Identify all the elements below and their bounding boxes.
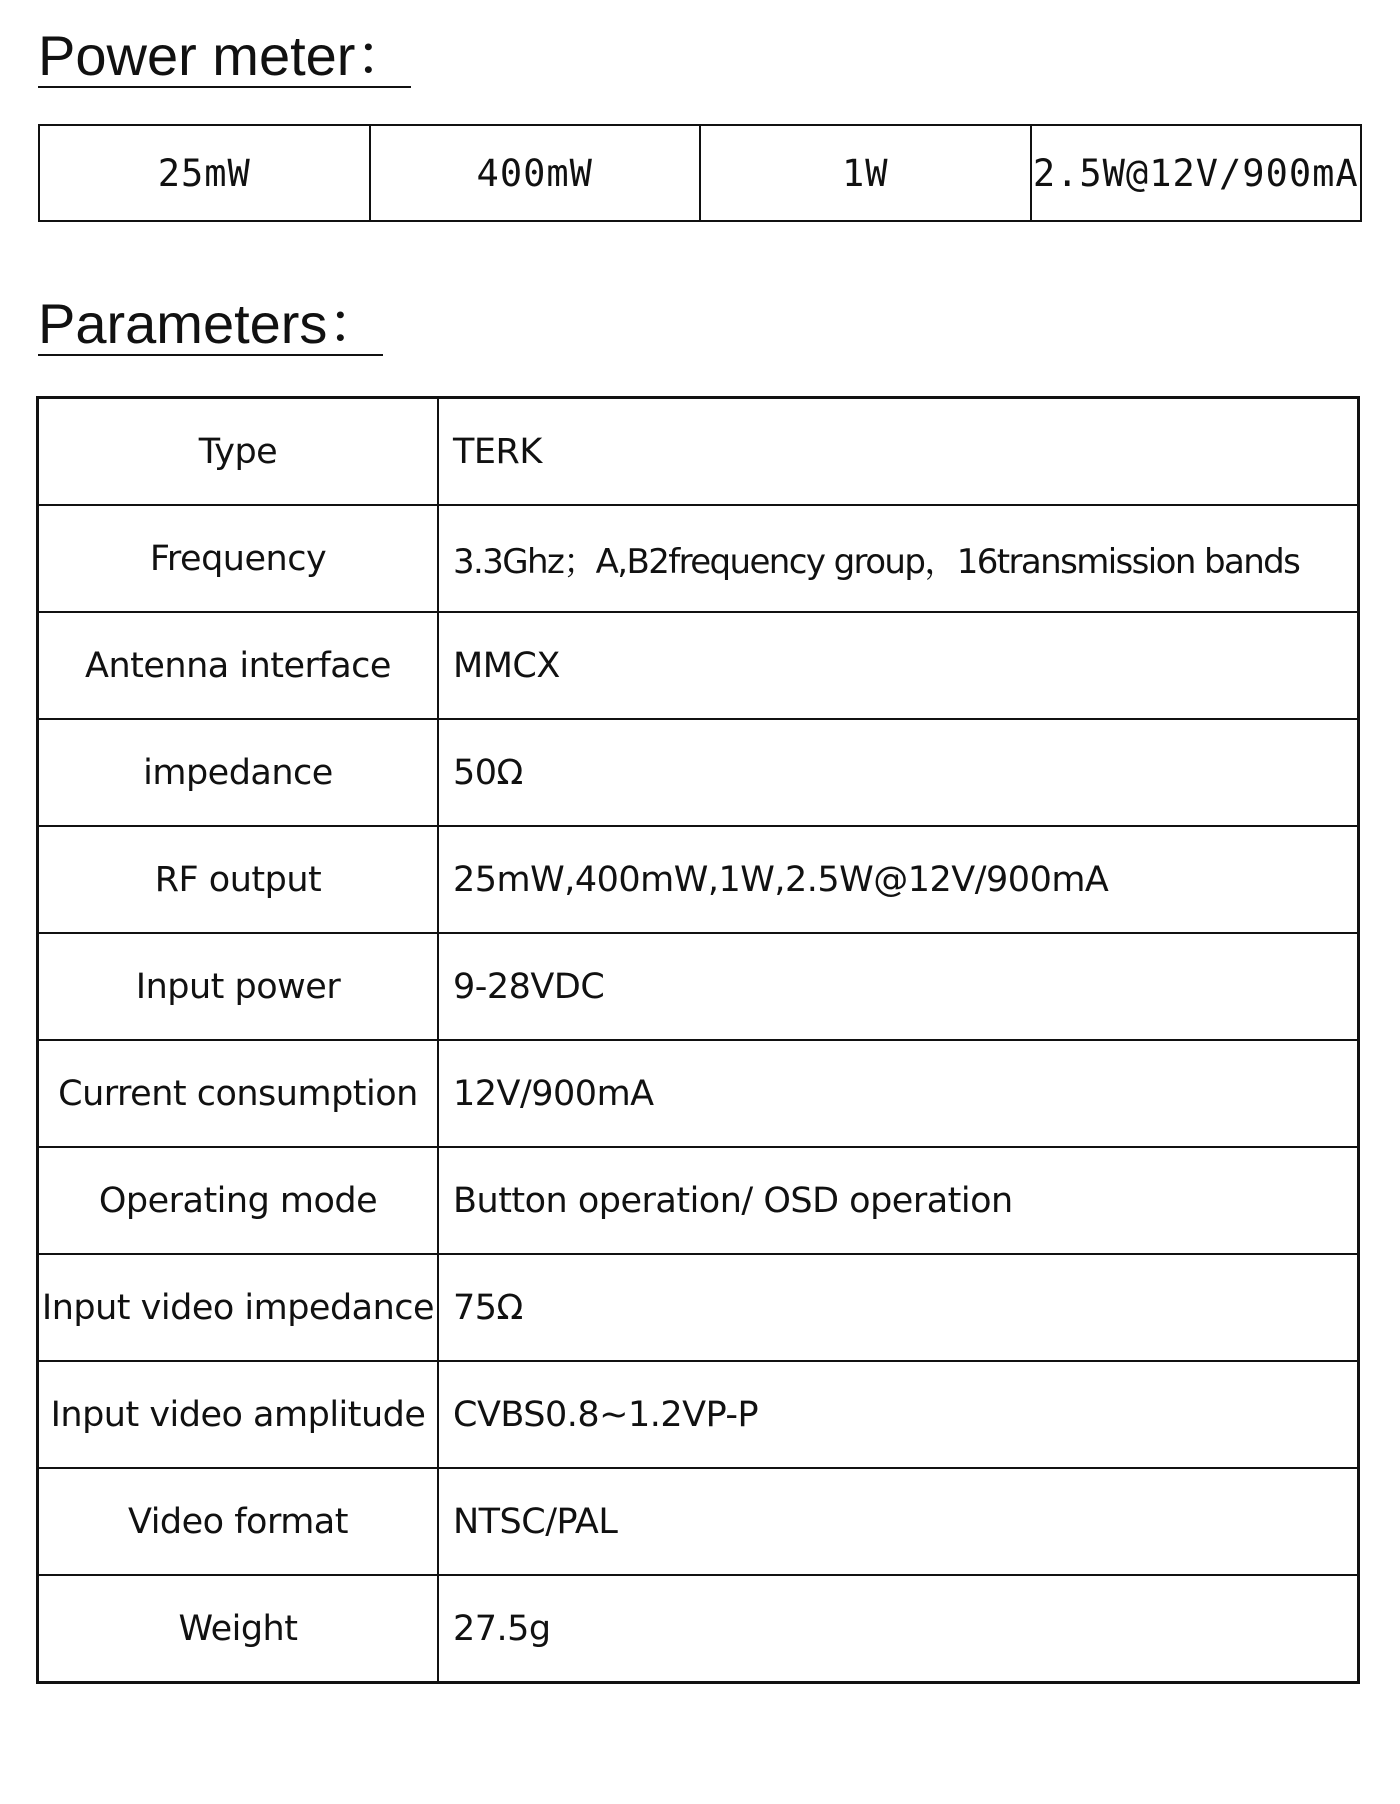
- parameters-table: [36, 396, 1360, 1684]
- table-row: [38, 933, 1359, 1040]
- table-row: [38, 1575, 1359, 1683]
- table-row: [38, 1361, 1359, 1468]
- param-label: RF output: [38, 826, 439, 933]
- table-row: [38, 1147, 1359, 1254]
- table-row: [38, 826, 1359, 933]
- table-row: [38, 398, 1359, 506]
- param-value: 9-28VDC: [438, 933, 1359, 1040]
- param-value: MMCX: [438, 612, 1359, 719]
- param-value: 25mW,400mW,1W,2.5W@12V/900mA: [438, 826, 1359, 933]
- table-row: [38, 1468, 1359, 1575]
- power-meter-row: [39, 125, 1361, 221]
- param-label: Input video amplitude: [38, 1361, 439, 1468]
- param-label: Input power: [38, 933, 439, 1040]
- param-label: Input video impedance: [38, 1254, 439, 1361]
- param-label: Operating mode: [38, 1147, 439, 1254]
- table-row: [38, 612, 1359, 719]
- parameters-title: Parameters：: [38, 292, 384, 355]
- param-label: Video format: [38, 1468, 439, 1575]
- param-value: Button operation/ OSD operation: [438, 1147, 1359, 1254]
- param-value: 50Ω: [438, 719, 1359, 826]
- param-value: 3.3Ghz；A,B2frequency group，16transmission bands: [438, 505, 1359, 612]
- param-label: Frequency: [38, 505, 439, 612]
- table-row: [38, 719, 1359, 826]
- power-level-cell: 1W: [700, 125, 1031, 221]
- param-label: Current consumption: [38, 1040, 439, 1147]
- param-label: Antenna interface: [38, 612, 439, 719]
- table-row: [38, 1040, 1359, 1147]
- param-value: 27.5g: [438, 1575, 1359, 1683]
- table-row: [38, 505, 1359, 612]
- power-level-cell: 400mW: [370, 125, 701, 221]
- table-row: [38, 1254, 1359, 1361]
- param-value: CVBS0.8~1.2VP-P: [438, 1361, 1359, 1468]
- power-meter-title: Power meter：: [38, 24, 412, 87]
- param-value: NTSC/PAL: [438, 1468, 1359, 1575]
- param-label: Type: [38, 398, 439, 506]
- param-value: TERK: [438, 398, 1359, 506]
- param-label: impedance: [38, 719, 439, 826]
- param-label: Weight: [38, 1575, 439, 1683]
- param-value: 75Ω: [438, 1254, 1359, 1361]
- power-meter-table: [38, 124, 1362, 222]
- power-level-cell: 25mW: [39, 125, 370, 221]
- power-level-cell: 2.5W@12V/900mA: [1031, 125, 1362, 221]
- param-value: 12V/900mA: [438, 1040, 1359, 1147]
